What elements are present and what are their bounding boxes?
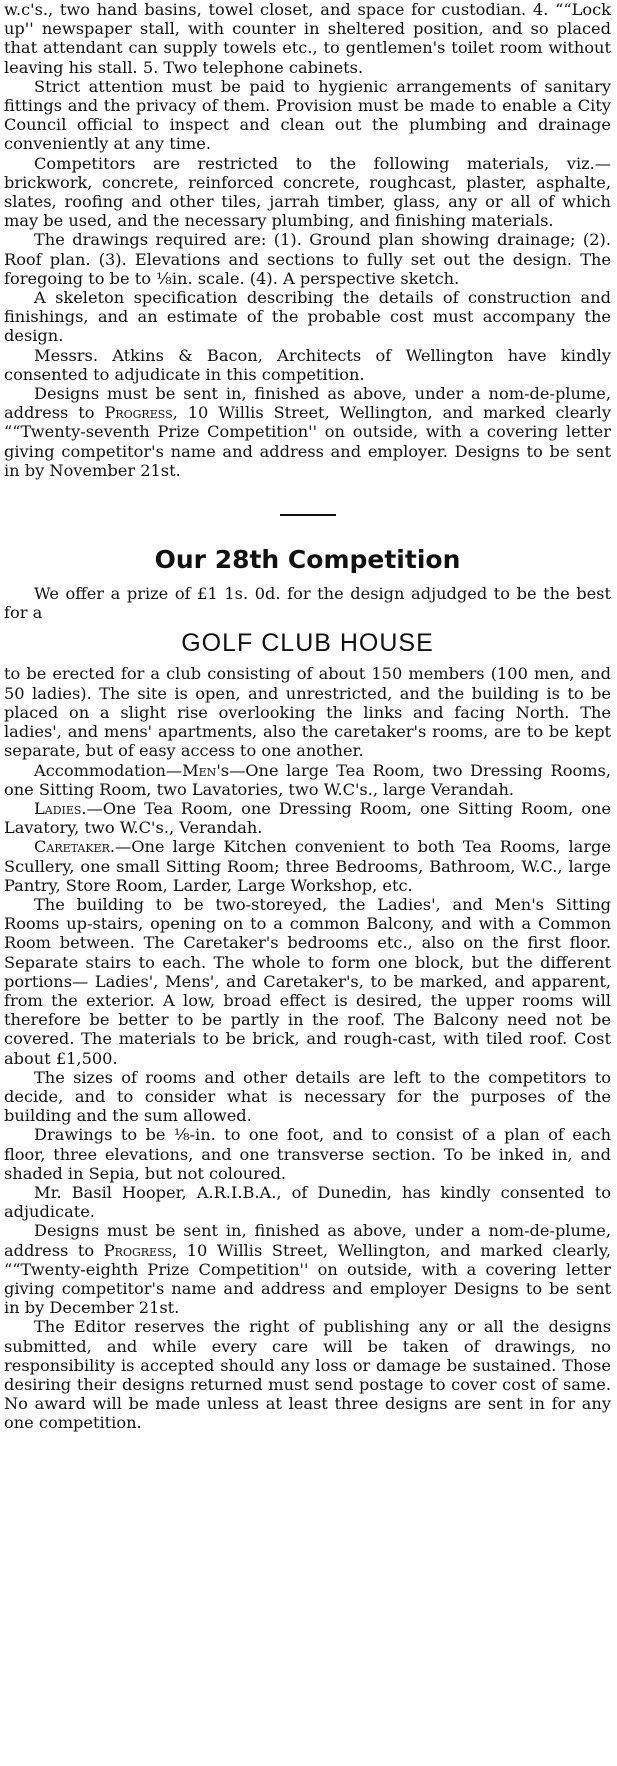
section-divider	[280, 514, 336, 516]
paragraph: Strict attention must be paid to hygienic arrangements of sanitary fittings and the privacy of them. Provision must be made to enable a City Council official to inspect and clean out the plumbing and drainage conveniently at any time.	[4, 76, 611, 154]
text: —One Tea Room, one Dressing Room, one Sitting Room, one Lavatory, two W.C's., Verandah.	[4, 798, 611, 838]
paragraph: The sizes of rooms and other details are left to the competitors to decide, and to consider what is necessary for the purposes of the building and the sum allowed.	[4, 1067, 611, 1126]
paragraph	[4, 1221, 611, 1317]
accommodation-caretaker	[4, 837, 611, 895]
magazine-name: Progress	[104, 403, 173, 423]
intro-paragraph: We offer a prize of £1 1s. 0d. for the design adjudged to be the best for a	[4, 584, 611, 623]
section-heading: Our 28th Competition	[154, 545, 461, 575]
paragraph: w.c's., two hand basins, towel closet, and space for custodian. 4. ““Lock up'' newspaper stall, with counter in sheltered position, and so placed that attendant can supply towels etc., to gentlemen's toilet room without leaving his stall. 5. Two telephone cabinets.	[4, 0, 611, 77]
text: , 10 Willis Street, Wellington, and marked clearly ““Twenty-seventh Prize Competition'' on outside, with a covering letter giving competitor's name and address and employer. Designs to be sent in by November 21st.	[4, 403, 611, 480]
paragraph: Competitors are restricted to the following materials, viz.— brickwork, concrete, reinforced concrete, roughcast, plaster, asphalte, slates, roofing and other tiles, jarrah timber, glass, any or all of which may be used, and the necessary plumbing, and finishing materials.	[4, 153, 611, 231]
text: 's—One large Tea Room, two Dressing Rooms, one Sitting Room, two Lavatories, two W.C's., large Verandah.	[4, 760, 611, 799]
section-27-continuation	[4, 0, 611, 480]
paragraph: Drawings to be ⅛-in. to one foot, and to consist of a plan of each floor, three elevations, and one transverse section. To be inked in, and shaded in Sepia, but not coloured.	[4, 1125, 611, 1183]
paragraph: A skeleton specification describing the details of construction and finishings, and an estimate of the probable cost must accompany the design.	[4, 288, 611, 346]
competition-subject: GOLF CLUB HOUSE	[181, 629, 434, 658]
label: Men	[182, 760, 217, 780]
text: —One large Kitchen convenient to both Tea Rooms, large Scullery, one small Sitting Room; three Bedrooms, Bathroom, W.C., large Pantry, Store Room, Larder, Large Workshop, etc.	[4, 837, 611, 895]
magazine-name: Progress	[103, 1240, 172, 1260]
accommodation-ladies	[4, 799, 611, 837]
text: Designs must be sent in, finished as above, under a nom-de-plume, address to	[4, 384, 611, 423]
paragraph: The building to be two-storeyed, the Ladies', and Men's Sitting Rooms up-stairs, opening on to a common Balcony, and with a Common Room between. The Caretaker's bedrooms etc., also on the first floor. Separate stairs to each. The whole to form one block, but the different portions— Ladies', Mens', and Caretaker's, to be marked, and apparent, from the exterior. A low, broad effect is desired, the upper rooms will therefore be better to be partly in the roof. The Balcony need not be covered. The materials to be brick, and rough-cast, with tiled roof. Cost about £1,500.	[4, 894, 611, 1068]
label: Caretaker.	[34, 837, 115, 857]
text: Accommodation—	[34, 760, 183, 780]
text: , 10 Willis Street, Wellington, and marked clearly, ““Twenty-eighth Prize Competition'' on outside, with a covering letter giving competitor's name and address and employer Designs to be sent in by December 21st.	[4, 1240, 611, 1318]
paragraph: The drawings required are: (1). Ground plan showing drainage; (2). Roof plan. (3). Elevations and sections to fully set out the design. The foregoing to be to ⅛in. scale. (4). A perspective sketch.	[4, 230, 611, 288]
paragraph: Messrs. Atkins & Bacon, Architects of Wellington have kindly consented to adjudicate in this competition.	[4, 345, 611, 384]
document-page	[4, 0, 611, 1433]
label: Ladies.	[34, 798, 87, 818]
paragraph	[4, 384, 611, 480]
paragraph: to be erected for a club consisting of about 150 members (100 men, and 50 ladies). The site is open, and unrestricted, and the building is to be placed on a slight rise overlooking the links and facing North. The ladies', and mens' apartments, also the caretaker's rooms, are to be kept separate, but of easy access to one another.	[4, 664, 611, 761]
text: Designs must be sent in, finished as above, under a nom-de-plume, address to	[4, 1221, 611, 1260]
paragraph: Mr. Basil Hooper, A.R.I.B.A., of Dunedin, has kindly consented to adjudicate.	[4, 1182, 611, 1222]
paragraph: The Editor reserves the right of publishing any or all the designs submitted, and while every care will be taken of drawings, no responsibility is accepted should any loss or damage be sustained. Those desiring their designs returned must send postage to cover cost of same. No award will be made unless at least three designs are sent in for any one competition.	[4, 1317, 611, 1433]
accommodation-men	[4, 761, 611, 799]
section-28	[4, 544, 611, 1433]
